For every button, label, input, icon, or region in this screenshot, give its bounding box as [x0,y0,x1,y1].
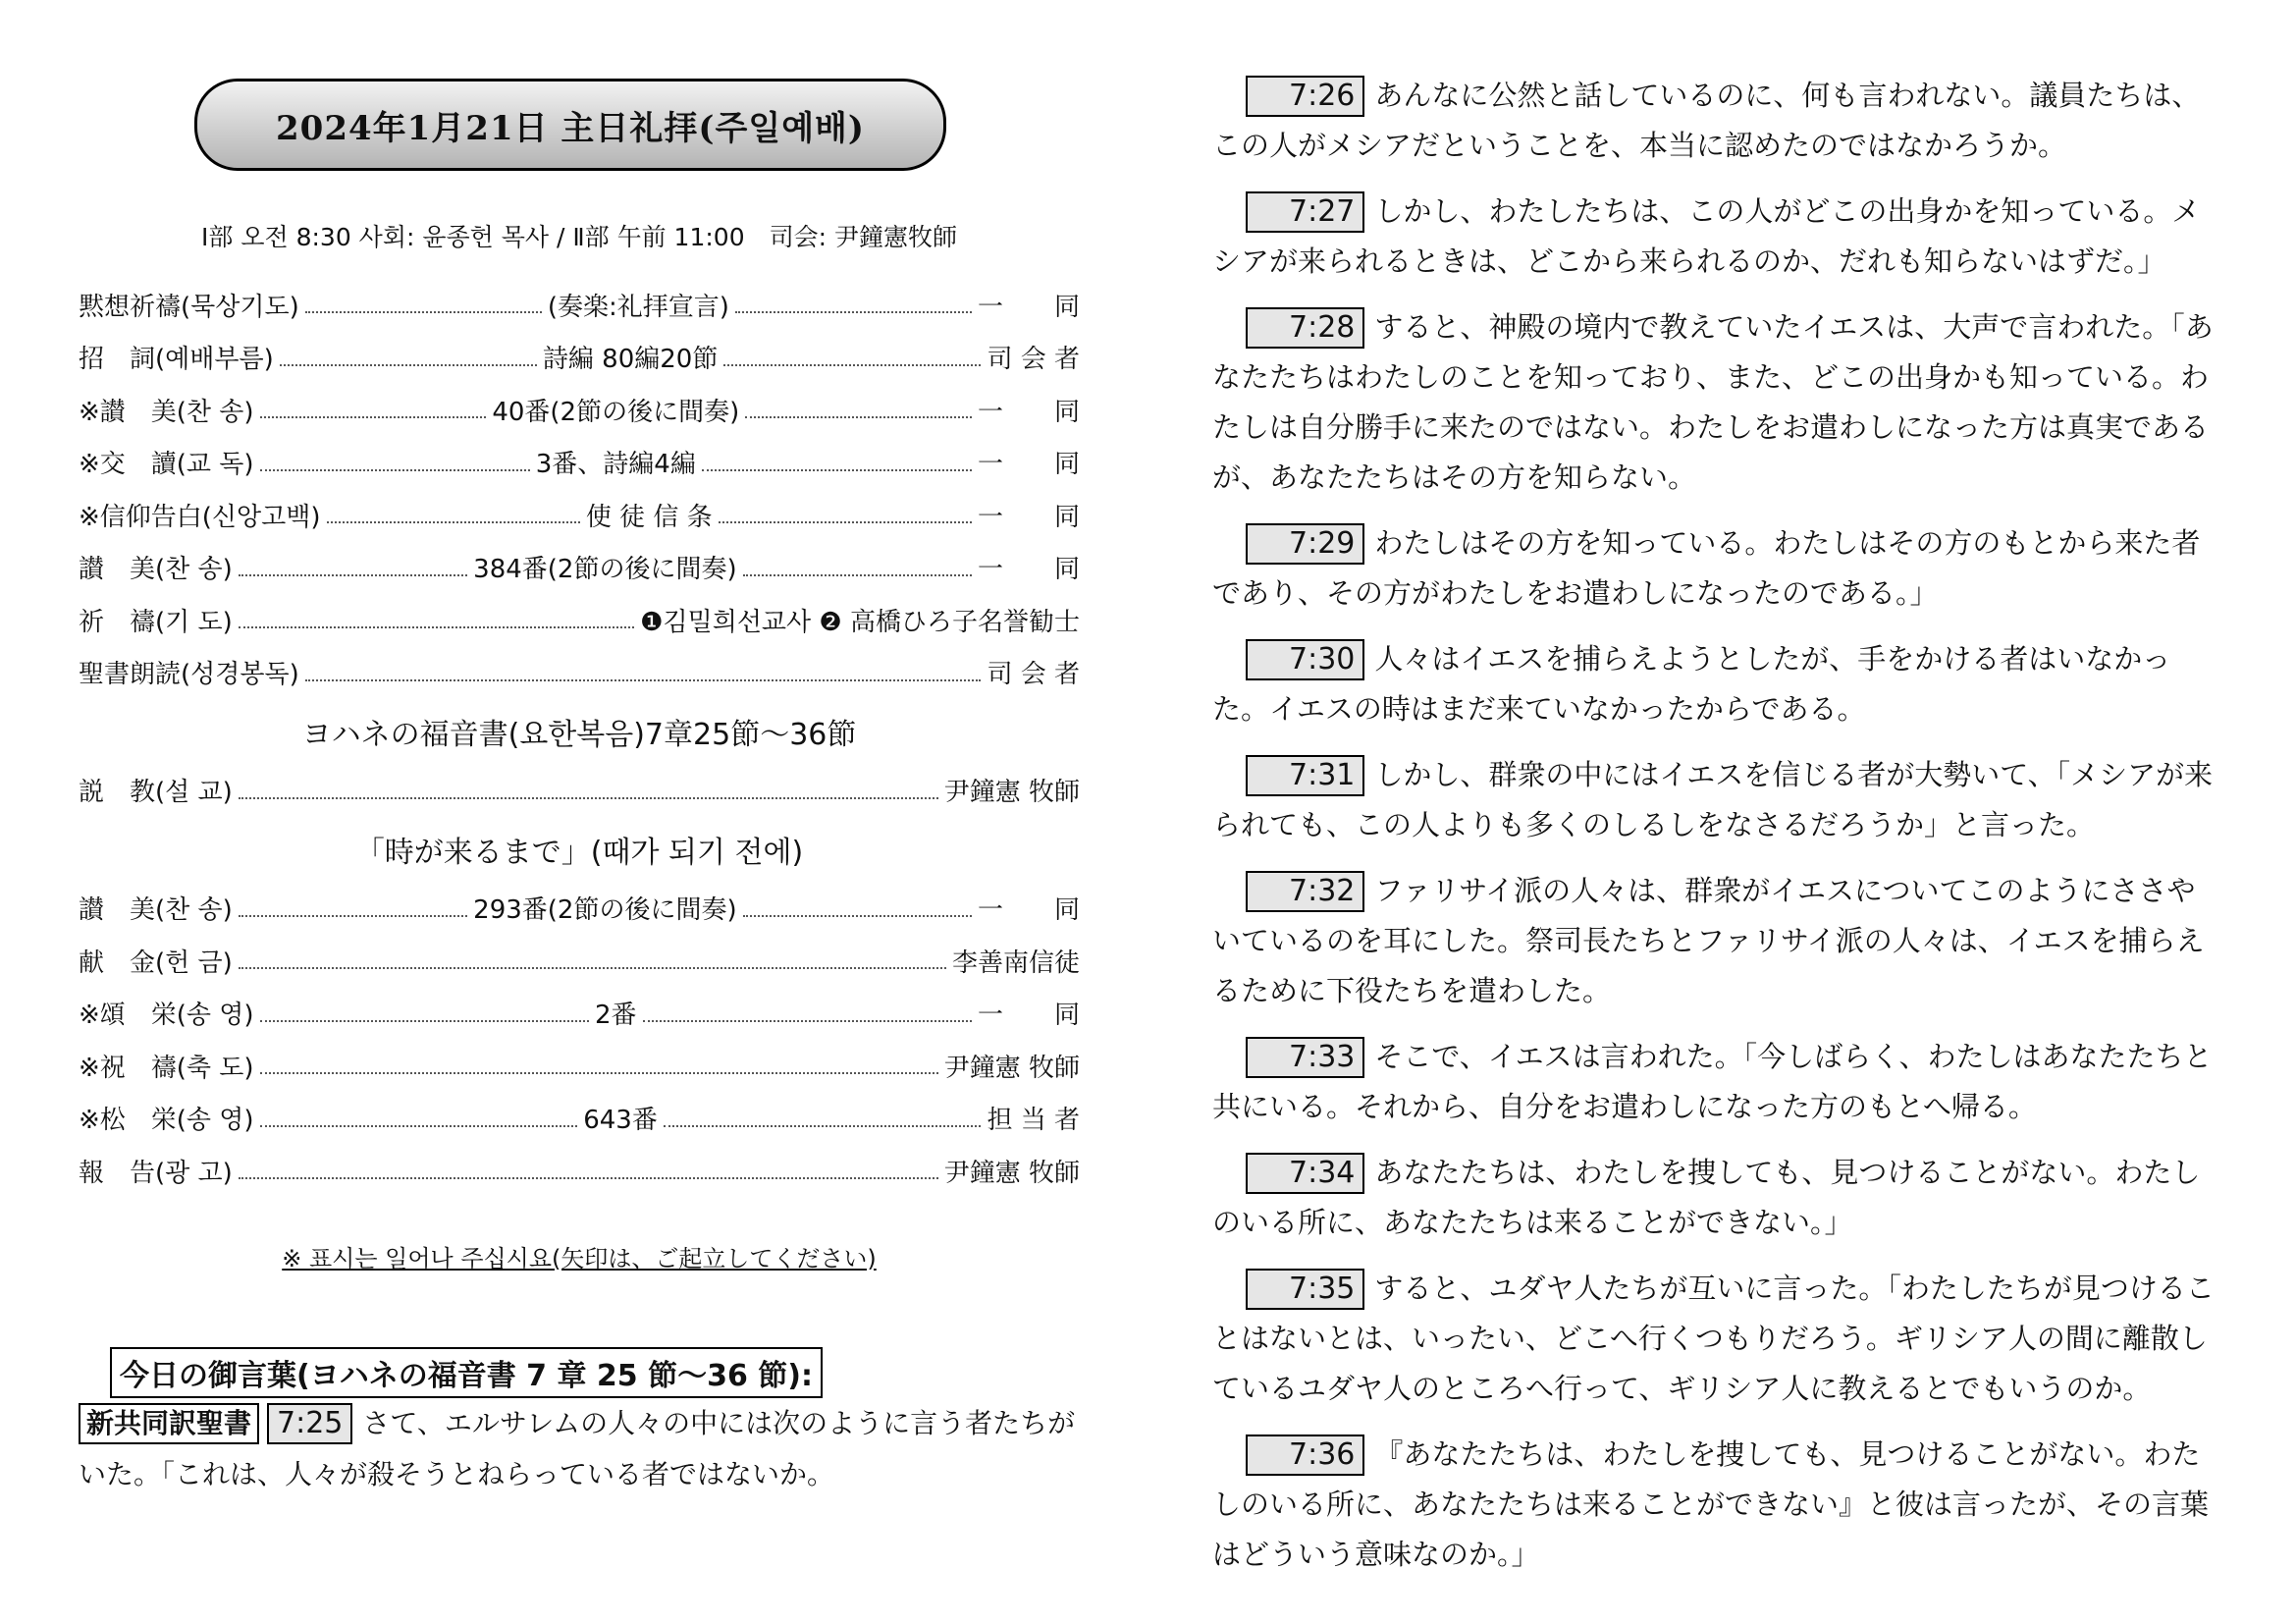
order-item-leader: 一 同 [978,397,1081,427]
dot-leader [702,454,972,471]
sermon-title: 「時が来るまで」(때가 되기 전에) [354,835,804,870]
order-item-label: ※松 栄(송 영) [79,1106,254,1135]
order-item-leader: 一 同 [978,502,1081,532]
verse [1212,1264,2223,1414]
verse [1212,187,2223,287]
verse [1212,518,2223,619]
dot-leader [735,296,972,313]
scripture-heading: ヨハネの福音書(요한복음)7章25節～36節 [301,717,857,752]
verse-text: 『あなたたちは、わたしを捜しても、見つけることがない。わたしのいる所に、あなたたちは来ることができない』と彼は言ったが、その言葉はどういう意味なのか。」 [1212,1437,2210,1571]
dot-leader [260,1004,589,1022]
verse-number: 7:30 [1246,639,1364,680]
verse-text: すると、神殿の境内で教えていたイエスは、大声で言われた。「あなたたちはわたしのことを知っており、また、どこの出身かも知っている。わたしは自分勝手に来たのではない。わたしをお遣わしになった方は真実であるが、あなたたちはその方を知らない。 [1212,310,2214,494]
order-item-label: 報 告(광 고) [79,1158,233,1188]
service-title: 2024年1月21日 主日礼拝(주일예배) [194,79,946,171]
verse-number: 7:29 [1246,523,1364,565]
dot-leader [743,899,972,917]
dot-leader [239,1162,938,1179]
verse [1212,302,2223,503]
order-item-label: ※交 讀(교 독) [79,450,254,479]
verse-text: あんなに公然と話しているのに、何も言われない。議員たちは、この人がメシアだということを、本当に認めたのではなかろうか。 [1212,79,2201,162]
order-item-leader: 尹鐘憲 牧師 [943,1158,1080,1188]
dot-leader [305,664,982,681]
order-item-label: 讃 美(찬 송) [79,555,233,584]
order-item-detail: (奏楽:礼拝宣言) [547,292,729,322]
dot-leader [239,951,946,969]
order-item-label: 黙想祈禱(묵상기도) [79,292,299,322]
order-item-detail: 643番 [583,1106,658,1135]
order-item [79,600,1080,639]
order-item-label: 讃 美(찬 송) [79,895,233,925]
todays-word-body [79,1398,1080,1500]
order-item-leader: 一 同 [977,450,1080,479]
verse-number: 7:31 [1246,755,1364,796]
order-item-leader: 司 会 者 [987,345,1081,374]
verse-number: 7:28 [1246,307,1364,349]
dot-leader [664,1110,982,1127]
verse-text: あなたたちは、わたしを捜しても、見つけることがない。わたしのいる所に、あなたたちは来ることができない。」 [1212,1156,2201,1239]
verse [1212,71,2223,171]
order-item-leader: 一 同 [977,292,1080,322]
verse-text: 人々はイエスを捕らえようとしたが、手をかける者はいなかった。イエスの時はまだ来ていなかったからである。 [1212,642,2171,726]
order-item-detail: 293番(2節の後に間奏) [473,895,737,925]
order-item-label: ※頌 栄(송 영) [79,1001,254,1030]
dot-leader [280,349,537,366]
order-item [79,1099,1080,1138]
verse [1212,634,2223,734]
dot-leader [743,559,972,576]
dot-leader [239,782,938,799]
verse [1212,866,2223,1016]
dot-leader [305,296,542,313]
dot-leader [239,611,634,628]
order-item [79,548,1080,587]
order-item-leader: 司 会 者 [987,660,1080,689]
verse-text: しかし、わたしたちは、この人がどこの出身かを知っている。メシアが来られるときは、どこから来られるのか、だれも知らないはずだ。」 [1212,194,2201,278]
session-info: Ⅰ部 오전 8:30 사회: 윤종헌 목사 / Ⅱ部 午前 11:00 司会: 尹鐘憲牧師 [201,223,957,251]
verse-text: しかし、群衆の中にはイエスを信じる者が大勢いて、「メシアが来られても、この人よりも多くのしるしをなさるだろうか」と言った。 [1212,758,2214,841]
order-item-label: 説 教(설 교) [79,778,233,807]
order-item-label: ※讃 美(찬 송) [79,397,254,427]
order-item [79,495,1080,534]
dot-leader [745,401,972,418]
dot-leader [239,899,467,917]
dot-leader [327,506,580,523]
dot-leader [643,1004,972,1022]
order-of-worship [79,285,1080,1204]
order-item-detail: 3番、詩編4編 [535,450,696,479]
verse [1212,1430,2223,1580]
verse-text: さて、エルサレムの人々の中には次のように言う者たちがいた。「これは、人々が殺そうとねらっている者ではないか。 [79,1407,1076,1490]
order-item-label: 祈 禱(기 도) [79,607,233,637]
dot-leader [260,454,530,471]
order-item-leader: 担 当 者 [987,1106,1080,1135]
order-item [79,653,1080,692]
order-item-detail: 384番(2節の後に間奏) [473,555,737,584]
order-item [79,1151,1080,1190]
verse [1212,750,2223,850]
order-item [79,941,1080,980]
order-item [79,1046,1080,1085]
order-item [79,994,1080,1033]
dot-leader [719,506,972,523]
order-item [79,390,1080,429]
verse-text: わたしはその方を知っている。わたしはその方のもとから来た者であり、その方がわたしをお遣わしになったのである。」 [1212,526,2201,610]
order-item [79,771,1080,810]
verse-number: 7:34 [1246,1153,1364,1194]
scripture-column [1212,71,2223,1596]
order-item-label: ※祝 禱(축 도) [79,1053,254,1083]
dot-leader [260,401,487,418]
dot-leader [260,1056,938,1074]
order-item [79,889,1080,928]
todays-word-header: 今日の御言葉(ヨハネの福音書 7 章 25 節～36 節): [110,1347,823,1398]
verse-text: そこで、イエスは言われた。「今しばらく、わたしはあなたたちと共にいる。それから、自分をお遣わしになった方のもとへ帰る。 [1212,1040,2213,1123]
verse-number: 7:27 [1246,191,1364,233]
order-item [79,443,1080,482]
order-item-leader: 尹鐘憲 牧師 [943,1053,1080,1083]
order-item-label: 聖書朗読(성경봉독) [79,660,299,689]
order-item-detail: 使 徒 信 条 [585,502,713,532]
order-item-label: ※信仰告白(신앙고백) [79,502,321,532]
order-item-detail: 詩編 80編20節 [542,345,719,374]
worship-order-column [79,0,1080,1624]
verse [1212,1148,2223,1248]
order-item-label: 招 詞(예배부름) [79,345,274,374]
verse-number: 7:25 [267,1403,352,1444]
verse-number: 7:36 [1246,1435,1364,1476]
verse [1212,1032,2223,1132]
verse-text: すると、ユダヤ人たちが互いに言った。「わたしたちが見つけることはないとは、いったい、どこへ行くつもりだろう。ギリシア人の間に離散しているユダヤ人のところへ行って、ギリシア人に教えるとでもいうのか。 [1212,1272,2215,1405]
verse-number: 7:33 [1246,1037,1364,1078]
order-item-leader: 尹鐘憲 牧師 [943,778,1080,807]
verse-number: 7:32 [1246,871,1364,912]
verse-text: ファリサイ派の人々は、群衆がイエスについてこのようにささやいているのを耳にした。祭司長たちとファリサイ派の人々は、イエスを捕らえるために下役たちを遣わした。 [1212,874,2205,1007]
order-item [79,285,1080,324]
order-item-leader: 李善南信徒 [951,947,1080,978]
order-item-leader: ❶김밀희선교사 ❷ 高橋ひろ子名誉勧士 [640,607,1080,637]
translation-tag: 新共同訳聖書 [79,1403,259,1444]
dot-leader [260,1110,578,1127]
dot-leader [239,559,467,576]
standing-notice: ※ 표시는 일어나 주십시요(矢印は、ご起立してください) [282,1245,877,1272]
dot-leader [723,349,981,366]
order-item-leader: 一 同 [978,1001,1081,1030]
order-item-leader: 一 同 [977,555,1080,584]
order-item-leader: 一 同 [977,895,1080,925]
verse-number: 7:35 [1246,1269,1364,1310]
order-item-label: 献 金(헌 금) [79,947,233,978]
order-item-detail: 40番(2節の後に間奏) [492,397,740,427]
order-item [79,338,1080,377]
order-item-detail: 2番 [595,1001,637,1030]
verse-number: 7:26 [1246,76,1364,117]
